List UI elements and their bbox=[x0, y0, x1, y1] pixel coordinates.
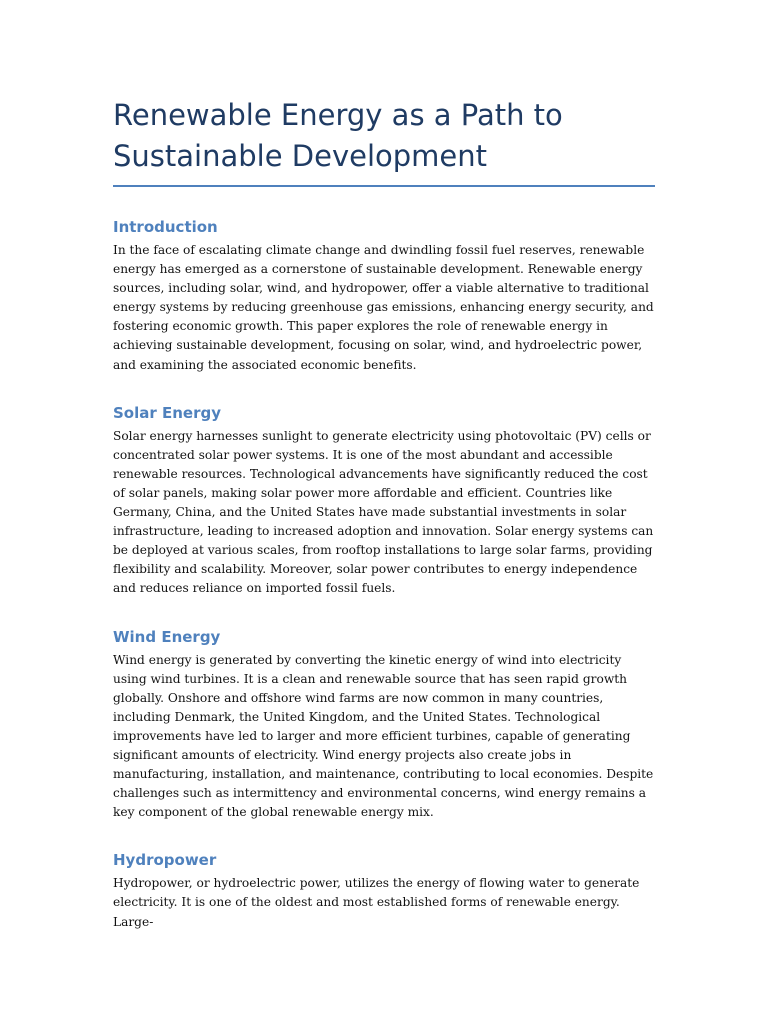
section-introduction bbox=[113, 217, 658, 375]
section-heading: Solar Energy bbox=[113, 403, 222, 422]
section-heading: Hydropower bbox=[113, 851, 217, 870]
section-paragraph: Hydropower, or hydroelectric power, utilizes the energy of flowing water to generate electricity. It is one of the oldest and most established forms of renewable energy. Large- bbox=[113, 876, 640, 929]
section-wind-energy bbox=[113, 627, 658, 823]
section-hydropower bbox=[113, 850, 658, 931]
document-content bbox=[113, 95, 658, 932]
title-divider bbox=[113, 185, 655, 187]
section-paragraph: Wind energy is generated by converting the kinetic energy of wind into electricity using wind turbines. It is a clean and renewable source that has seen rapid growth globally. Onshore and offshore wind farms are now common in many countries, including Denmark, the United Kingdom, and the United States. Technological improvements have led to larger and more efficient turbines, capable of generating significant amounts of electricity. Wind energy projects also create jobs in manufacturing, installation, and maintenance, contributing to local economies. Despite challenges such as intermittency and environmental concerns, wind energy remains a key component of the global renewable energy mix. bbox=[113, 652, 654, 820]
section-heading: Introduction bbox=[113, 218, 218, 236]
section-paragraph: Solar energy harnesses sunlight to generate electricity using photovoltaic (PV) cells or concentrated solar power systems. It is one of the most abundant and accessible renewable resources. Technological advancements have significantly reduced the cost of solar panels, making solar power more affordable and efficient. Countries like Germany, China, and the United States have made substantial investments in solar infrastructure, leading to increased adoption and innovation. Solar energy systems can be deployed at various scales, from rooftop installations to large solar farms, providing flexibility and scalability. Moreover, solar power contributes to energy independence and reduces reliance on imported fossil fuels. bbox=[113, 428, 654, 596]
section-solar-energy bbox=[113, 403, 658, 599]
document-title: Renewable Energy as a Path to Sustainable Development bbox=[113, 98, 563, 173]
section-paragraph: In the face of escalating climate change and dwindling fossil fuel reserves, renewable energy has emerged as a cornerstone of sustainable development. Renewable energy sources, including solar, wind, and hydropower, offer a viable alternative to traditional energy systems by reducing greenhouse gas emissions, enhancing energy security, and fostering economic growth. This paper explores the role of renewable energy in achieving sustainable development, focusing on solar, wind, and hydroelectric power, and examining the associated economic benefits. bbox=[113, 243, 654, 372]
section-heading: Wind Energy bbox=[113, 627, 221, 646]
